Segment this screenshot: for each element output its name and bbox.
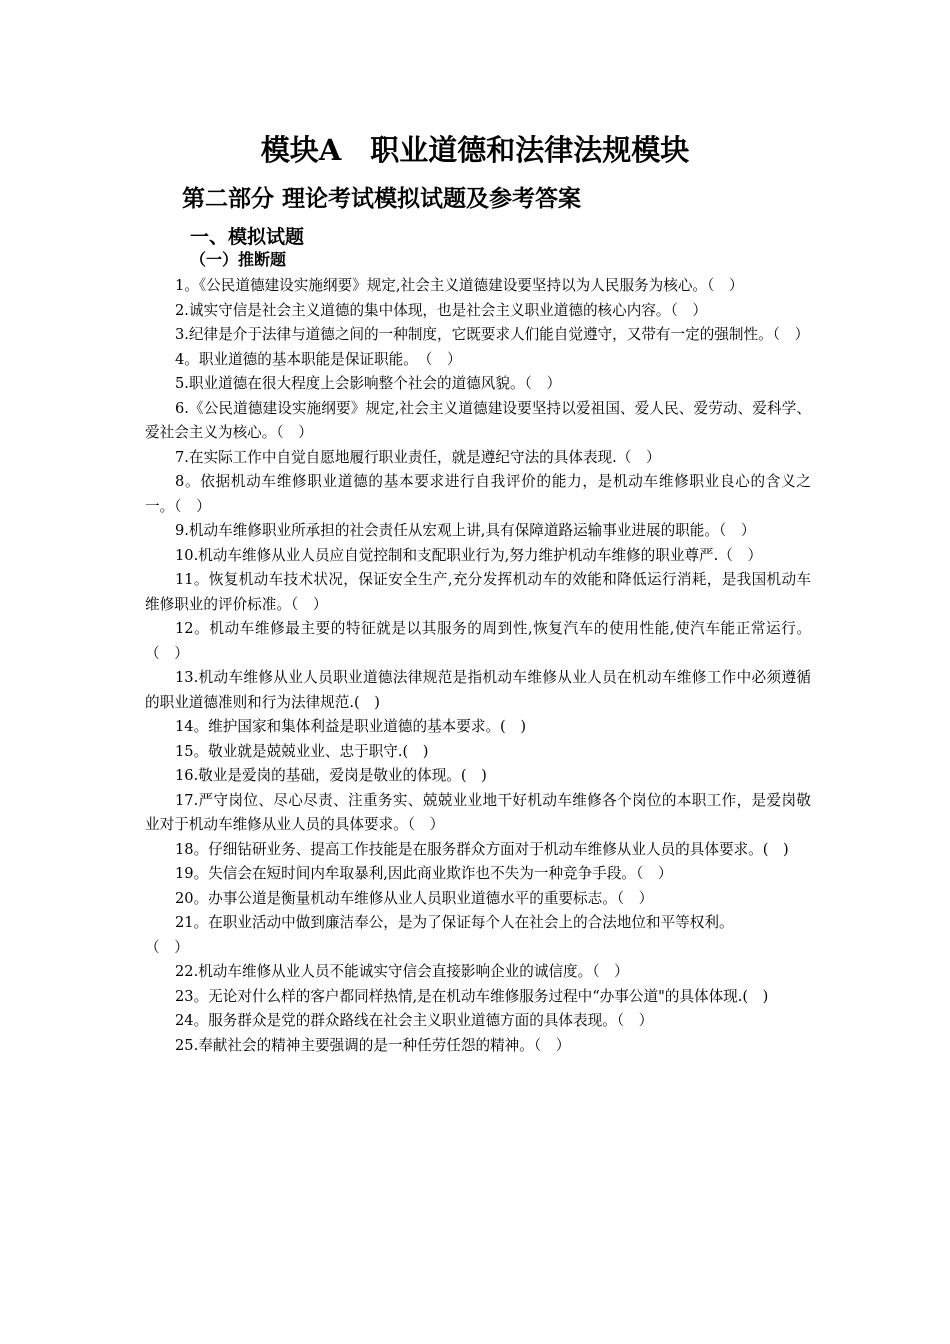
question-text: 23。无论对什么样的客户都同样热情,是在机动车维修服务过程中“办事公道"的具体体现.( ) bbox=[175, 987, 769, 1005]
question-text: 1。《公民道德建设实施纲要》规定,社会主义道德建设要坚持以为人民服务为核心。（ ） bbox=[175, 277, 744, 294]
question-text: 7.在实际工作中自觉自愿地履行职业责任，就是遵纪守法的具体表现.（ ） bbox=[175, 448, 661, 466]
question-item bbox=[145, 887, 811, 912]
question-list bbox=[145, 274, 811, 1058]
question-text: 19。失信会在短时间内牟取暴利,因此商业欺诈也不失为一种竞争手段。（ ） bbox=[175, 865, 673, 882]
question-item bbox=[145, 470, 811, 519]
question-text: 22.机动车维修从业人员不能诚实守信会直接影响企业的诚信度。（ ） bbox=[175, 963, 629, 980]
question-item bbox=[145, 568, 811, 617]
question-item bbox=[145, 862, 811, 887]
question-item bbox=[145, 911, 811, 960]
question-item bbox=[145, 544, 811, 569]
question-item bbox=[145, 715, 811, 740]
question-text: 17.严守岗位、尽心尽责、注重务实、兢兢业业地干好机动车维修各个岗位的本职工作，是爱岗敬业对于机动车维修从业人员的具体要求。（ ） bbox=[145, 791, 811, 833]
question-item bbox=[145, 666, 811, 715]
question-text: 5.职业道德在很大程度上会影响整个社会的道德风貌。（ ） bbox=[175, 375, 562, 392]
question-text: 12。机动车维修最主要的特征就是以其服务的周到性,恢复汽车的使用性能,使汽车能正常运行。（ ） bbox=[145, 620, 811, 662]
question-item bbox=[145, 372, 811, 397]
question-text: 16.敬业是爱岗的基础，爱岗是敬业的体现。( ) bbox=[175, 767, 487, 784]
question-text: 13.机动车维修从业人员职业道德法律规范是指机动车维修从业人员在机动车维修工作中必须遵循的职业道德准则和行为法律规范.( ) bbox=[145, 669, 811, 711]
question-item bbox=[145, 985, 811, 1010]
question-text: 14。维护国家和集体利益是职业道德的基本要求。( ) bbox=[175, 718, 527, 735]
question-item bbox=[145, 740, 811, 765]
question-text: 6.《公民道德建设实施纲要》规定,社会主义道德建设要坚持以爱祖国、爱人民、爱劳动、爱科学、爱社会主义为核心。（ ） bbox=[145, 399, 811, 441]
question-item bbox=[145, 348, 811, 373]
question-text: 21。在职业活动中做到廉洁奉公，是为了保证每个人在社会上的合法地位和平等权利。 bbox=[175, 914, 734, 931]
question-text: 25.奉献社会的精神主要强调的是一种任劳任怨的精神。（ ） bbox=[175, 1036, 571, 1054]
question-text: 3.纪律是介于法律与道德之间的一种制度，它既要求人们能自觉遵守，又带有一定的强制性。（ ） bbox=[175, 326, 810, 343]
question-text: 20。办事公道是衡量机动车维修从业人员职业道德水平的重要标志。（ ） bbox=[175, 889, 654, 907]
module-title: 模块A 职业道德和法律法规模块 bbox=[260, 133, 690, 167]
question-text: 10.机动车维修从业人员应自觉控制和支配职业行为,努力维护机动车维修的职业尊严.（ ） bbox=[175, 546, 763, 564]
question-text: 2.诚实守信是社会主义道德的集中体现，也是社会主义职业道德的核心内容。（ ） bbox=[175, 301, 708, 319]
question-item bbox=[145, 764, 811, 789]
question-item bbox=[145, 1034, 811, 1059]
question-item bbox=[145, 446, 811, 471]
question-item bbox=[145, 1009, 811, 1034]
question-text: 18。仔细钻研业务、提高工作技能是在服务群众方面对于机动车维修从业人员的具体要求。( ) bbox=[175, 840, 789, 858]
question-text: 4。职业道德的基本职能是保证职能。 （ ） bbox=[175, 350, 462, 368]
subsection-title: （一）推断题 bbox=[190, 250, 287, 269]
question-item bbox=[145, 397, 811, 446]
question-item bbox=[145, 323, 811, 348]
question-item bbox=[145, 838, 811, 863]
question-item bbox=[145, 960, 811, 985]
question-item bbox=[145, 519, 811, 544]
question-item bbox=[145, 299, 811, 324]
question-item bbox=[145, 274, 811, 299]
question-item bbox=[145, 617, 811, 666]
question-text: 15。敬业就是兢兢业业、忠于职守.( ) bbox=[175, 742, 429, 760]
question-text: 8。依据机动车维修职业道德的基本要求进行自我评价的能力，是机动车维修职业良心的含义之一。（ ） bbox=[145, 473, 811, 515]
section-title: 一、模拟试题 bbox=[190, 226, 305, 248]
answer-bracket: （ ） bbox=[145, 938, 189, 956]
question-text: 9.机动车维修职业所承担的社会责任从宏观上讲,具有保障道路运输事业进展的职能。（ ） bbox=[175, 522, 756, 539]
question-text: 11。恢复机动车技术状况，保证安全生产,充分发挥机动车的效能和降低运行消耗，是我国机动车维修职业的评价标准。（ ） bbox=[145, 571, 811, 613]
question-item bbox=[145, 789, 811, 838]
question-text: 24。服务群众是党的群众路线在社会主义职业道德方面的具体表现。（ ） bbox=[175, 1012, 654, 1029]
part-title: 第二部分 理论考试模拟试题及参考答案 bbox=[182, 185, 582, 212]
